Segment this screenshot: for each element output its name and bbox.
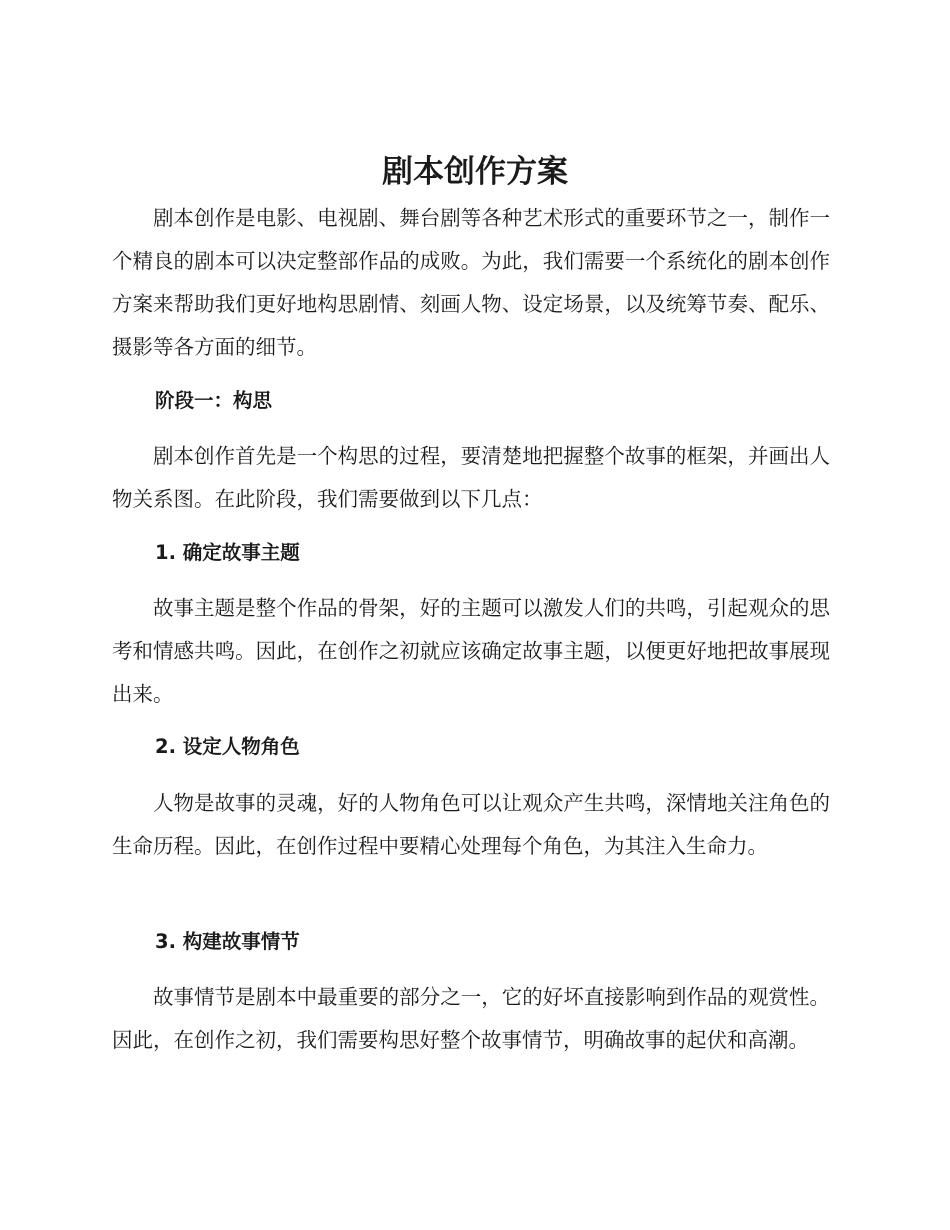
intro-paragraph: 剧本创作是电影、电视剧、舞台剧等各种艺术形式的重要环节之一，制作一个精良的剧本可以决定整部作品的成败。为此，我们需要一个系统化的剧本创作方案来帮助我们更好地构思剧情、刻画人物、设定场景，以及统筹节奏、配乐、摄影等各方面的细节。 xyxy=(112,206,830,359)
stage1-paragraph: 剧本创作首先是一个构思的过程，要清楚地把握整个故事的框架，并画出人物关系图。在此阶段，我们需要做到以下几点： xyxy=(112,444,830,511)
point1-heading: 1. 确定故事主题 xyxy=(155,541,300,564)
point3-heading: 3. 构建故事情节 xyxy=(155,930,300,953)
point2-heading: 2. 设定人物角色 xyxy=(155,735,300,758)
point1-paragraph: 故事主题是整个作品的骨架，好的主题可以激发人们的共鸣，引起观众的思考和情感共鸣。因此，在创作之初就应该确定故事主题，以便更好地把故事展现出来。 xyxy=(112,596,830,706)
point2-paragraph: 人物是故事的灵魂，好的人物角色可以让观众产生共鸣，深情地关注角色的生命历程。因此，在创作过程中要精心处理每个角色，为其注入生命力。 xyxy=(112,791,830,858)
point3-paragraph: 故事情节是剧本中最重要的部分之一，它的好坏直接影响到作品的观赏性。因此，在创作之初，我们需要构思好整个故事情节，明确故事的起伏和高潮。 xyxy=(112,985,830,1052)
document-title: 剧本创作方案 xyxy=(382,154,568,190)
stage1-heading: 阶段一：构思 xyxy=(155,389,273,412)
